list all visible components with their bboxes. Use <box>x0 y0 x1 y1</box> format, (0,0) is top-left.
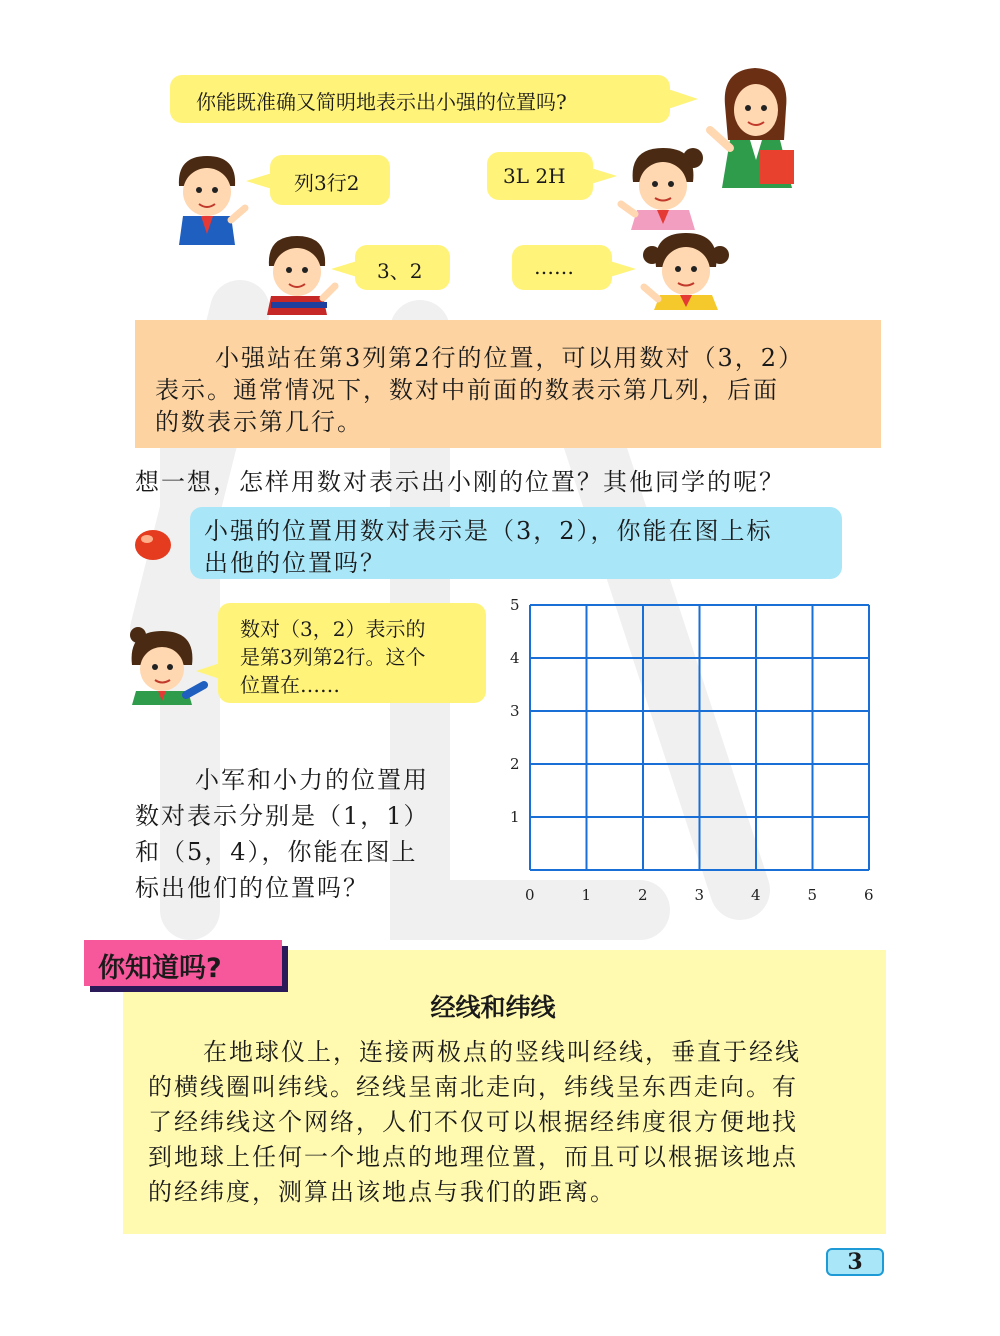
question-line-1: 小军和小力的位置用 <box>195 766 429 794</box>
dyk-line-5: 的经纬度，测算出该地点与我们的距离。 <box>148 1178 616 1206</box>
girl-speech-bubble <box>218 603 486 703</box>
boy-figure-1 <box>165 150 250 245</box>
answer-bubble-2 <box>487 152 593 200</box>
y-tick-label: 1 <box>510 808 520 826</box>
task-line-1: 小强的位置用数对表示是（3，2），你能在图上标 <box>204 517 773 545</box>
definition-line-1: 小强站在第3列第2行的位置，可以用数对（3，2） <box>215 344 805 372</box>
red-ball-icon <box>133 528 173 562</box>
boy-figure-2 <box>255 230 340 315</box>
x-tick-label: 6 <box>864 886 874 904</box>
did-you-know-tag <box>84 940 282 986</box>
answer-bubble-1 <box>270 155 390 205</box>
teacher-question: 你能既准确又简明地表示出小强的位置吗? <box>196 90 567 114</box>
y-tick-label: 2 <box>510 755 520 773</box>
girl-figure-2 <box>640 225 730 310</box>
definition-line-2: 表示。通常情况下，数对中前面的数表示第几列，后面 <box>155 376 779 404</box>
answer-4: …… <box>534 255 574 279</box>
x-tick-label: 5 <box>807 886 818 904</box>
question-line-4: 标出他们的位置吗？ <box>135 874 369 902</box>
teacher-figure <box>700 60 810 190</box>
x-tick-label: 0 <box>525 886 535 904</box>
x-tick-label: 3 <box>694 886 705 904</box>
x-tick-label: 2 <box>638 886 648 904</box>
girl-figure-1 <box>615 140 710 230</box>
question-line-3: 和（5，4），你能在图上 <box>135 838 418 866</box>
girl-bubble-line-2: 是第3列第2行。这个 <box>240 645 426 669</box>
girl-bubble-line-3: 位置在…… <box>240 673 340 697</box>
girl-bubble-line-1: 数对（3，2）表示的 <box>240 617 426 641</box>
did-you-know-title: 经线和纬线 <box>430 993 556 1022</box>
answer-bubble-3 <box>355 245 450 290</box>
definition-line-3: 的数表示第几行。 <box>155 408 363 436</box>
dyk-line-3: 了经纬线这个网络，人们不仅可以根据经纬度很方便地找 <box>148 1108 798 1136</box>
dyk-line-2: 的横线圈叫纬线。经线呈南北走向，纬线呈东西走向。有 <box>148 1073 798 1101</box>
y-tick-label: 4 <box>510 649 520 667</box>
girl-figure-3 <box>118 625 208 705</box>
think-prompt: 想一想，怎样用数对表示出小刚的位置？其他同学的呢？ <box>135 468 785 496</box>
answer-bubble-4 <box>512 245 612 290</box>
task-box <box>190 507 842 579</box>
coordinate-grid <box>500 595 885 915</box>
answer-1: 列3行2 <box>294 171 360 195</box>
did-you-know-box <box>123 950 886 1234</box>
task-line-2: 出他的位置吗？ <box>204 549 386 577</box>
y-tick-label: 5 <box>510 596 520 614</box>
page-number: 3 <box>847 1249 863 1275</box>
question-line-2: 数对表示分别是（1，1） <box>135 802 430 830</box>
answer-3: 3、2 <box>377 259 423 283</box>
did-you-know-tag-label: 你知道吗? <box>98 953 222 984</box>
x-tick-label: 1 <box>581 886 592 904</box>
answer-2: 3L 2H <box>503 164 566 188</box>
dyk-line-1: 在地球仪上，连接两极点的竖线叫经线，垂直于经线 <box>203 1038 801 1066</box>
page-number-badge <box>826 1248 884 1276</box>
y-tick-label: 3 <box>510 702 520 720</box>
teacher-speech-bubble <box>170 75 670 123</box>
dyk-line-4: 到地球上任何一个地点的地理位置，而且可以根据该地点 <box>148 1143 798 1171</box>
x-tick-label: 4 <box>751 886 761 904</box>
definition-box <box>135 320 881 448</box>
